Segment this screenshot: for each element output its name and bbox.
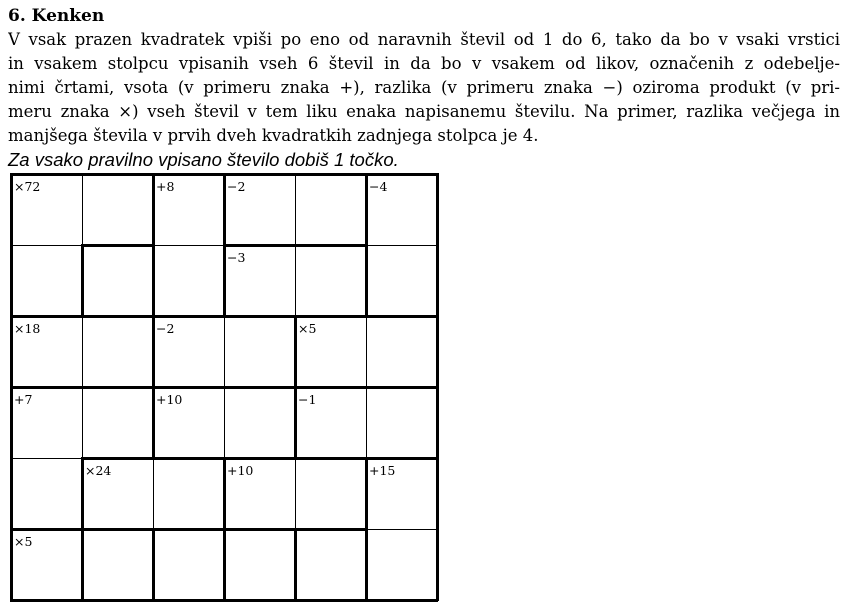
cage-border [81,528,84,601]
cage-clue: +10 [156,392,183,407]
kenken-cell-r4-c2[interactable] [82,387,153,458]
kenken-board [11,174,439,602]
problem-instructions [8,28,840,148]
cage-border [365,528,368,601]
grid-line [82,173,83,246]
cage-border [223,457,296,460]
cage-clue: +10 [227,463,254,478]
cage-border [10,599,83,602]
cage-clue: ×5 [14,534,33,549]
cage-border [223,386,296,389]
cage-border [365,457,368,530]
grid-line [10,458,83,459]
kenken-cell-r2-c5[interactable] [295,245,366,316]
kenken-cell-r6-c5[interactable] [295,529,366,600]
grid-line [295,457,296,530]
cage-border [152,244,155,317]
kenken-cell-r3-c6[interactable] [366,316,437,387]
cage-border [436,386,439,459]
cage-clue: ×72 [14,179,41,194]
cage-border [365,315,438,318]
cage-border [436,528,439,601]
grid-line [366,386,367,459]
cage-border [294,315,367,318]
cage-clue: −3 [227,250,246,265]
kenken-cell-r2-c2[interactable] [82,245,153,316]
kenken-cell-r6-c4[interactable] [224,529,295,600]
cage-border [152,457,225,460]
cage-clue: −4 [369,179,388,194]
instruction-line: nimi črtami, vsota (v primeru znaka +), razlika (v primeru znaka −) oziroma produkt (v pri- [8,78,840,97]
cage-border [365,173,438,176]
cage-border [223,173,296,176]
cage-border [81,315,154,318]
problem-title: 6. Kenken [8,6,105,26]
kenken-cell-r2-c1[interactable] [11,245,82,316]
kenken-cell-r4-c6[interactable] [366,387,437,458]
cage-border [81,173,154,176]
cage-border [10,315,13,388]
cage-border [223,457,226,530]
kenken-cell-r3-c4[interactable] [224,316,295,387]
cage-border [152,315,225,318]
grid-line [224,386,225,459]
cage-border [81,457,154,460]
kenken-cell-r5-c1[interactable] [11,458,82,529]
kenken-cell-r6-c3[interactable] [153,529,224,600]
grid-line [10,245,83,246]
cage-clue: −2 [156,321,175,336]
cage-border [152,528,225,531]
kenken-cell-r1-c5[interactable] [295,174,366,245]
cage-border [294,386,297,459]
cage-border [81,457,84,530]
instruction-line: meru znaka ×) vseh števil v tem liku enaka napisanemu številu. Na primer, razlika večjega in [8,102,840,121]
grid-line [365,529,438,530]
cage-border [152,528,155,601]
cage-border [152,315,155,388]
cage-border [223,599,296,602]
cage-clue: +7 [14,392,33,407]
kenken-cell-r3-c2[interactable] [82,316,153,387]
cage-clue: ×5 [298,321,317,336]
cage-border [10,386,13,459]
cage-border [152,599,225,602]
cage-border [294,315,297,388]
cage-border [294,173,367,176]
cage-border [10,173,13,246]
cage-border [436,457,439,530]
kenken-cell-r5-c5[interactable] [295,458,366,529]
kenken-cell-r6-c2[interactable] [82,529,153,600]
cage-border [223,244,296,247]
cage-border [294,599,367,602]
cage-border [81,386,154,389]
cage-border [294,528,367,531]
kenken-cell-r5-c3[interactable] [153,458,224,529]
cage-border [10,244,13,317]
cage-clue: +8 [156,179,175,194]
cage-border [365,457,438,460]
grid-line [152,245,225,246]
cage-border [152,173,225,176]
kenken-cell-r2-c6[interactable] [366,245,437,316]
cage-border [10,386,83,389]
cage-border [436,315,439,388]
cage-border [294,386,367,389]
cage-border [10,457,13,530]
cage-border [152,386,155,459]
instruction-line: in vsakem stolpcu vpisanih vseh 6 števil in da bo v vsakem od likov, označenih z odebelje- [8,54,840,73]
cage-border [223,315,296,318]
kenken-cell-r1-c2[interactable] [82,174,153,245]
cage-border [294,457,367,460]
cage-clue: −1 [298,392,317,407]
grid-line [82,386,83,459]
cage-border [223,528,226,601]
cage-border [294,528,297,601]
cage-border [10,528,13,601]
grid-line [82,315,83,388]
grid-line [366,315,367,388]
scoring-note: Za vsako pravilno vpisano število dobiš 1 točko. [8,149,399,170]
cage-border [81,244,154,247]
cage-border [365,599,438,602]
cage-border [436,173,439,246]
grid-line [365,245,438,246]
grid-line [295,173,296,246]
cage-border [152,173,155,246]
kenken-cell-r4-c4[interactable] [224,387,295,458]
kenken-cell-r6-c6[interactable] [366,529,437,600]
grid-line [153,457,154,530]
cage-border [223,528,296,531]
cage-border [365,244,368,317]
kenken-cell-r2-c3[interactable] [153,245,224,316]
cage-border [365,173,368,246]
cage-clue: ×24 [85,463,112,478]
instruction-line: manjšega števila v prvih dveh kvadratkih zadnjega stolpca je 4. [8,126,539,145]
grid-line [295,244,296,317]
cage-clue: +15 [369,463,396,478]
cage-clue: ×18 [14,321,41,336]
cage-border [436,244,439,317]
problem-statement [8,4,840,172]
cage-clue: −2 [227,179,246,194]
cage-border [294,244,367,247]
cage-border [81,599,154,602]
grid-line [224,315,225,388]
cage-border [10,315,83,318]
cage-border [81,528,154,531]
cage-border [10,528,83,531]
cage-border [152,386,225,389]
cage-border [223,173,226,246]
cage-border [365,386,438,389]
cage-border [81,244,84,317]
cage-border [10,173,83,176]
instruction-line: V vsak prazen kvadratek vpiši po eno od naravnih števil od 1 do 6, tako da bo v vsaki vrstici [8,30,840,49]
cage-border [223,244,226,317]
